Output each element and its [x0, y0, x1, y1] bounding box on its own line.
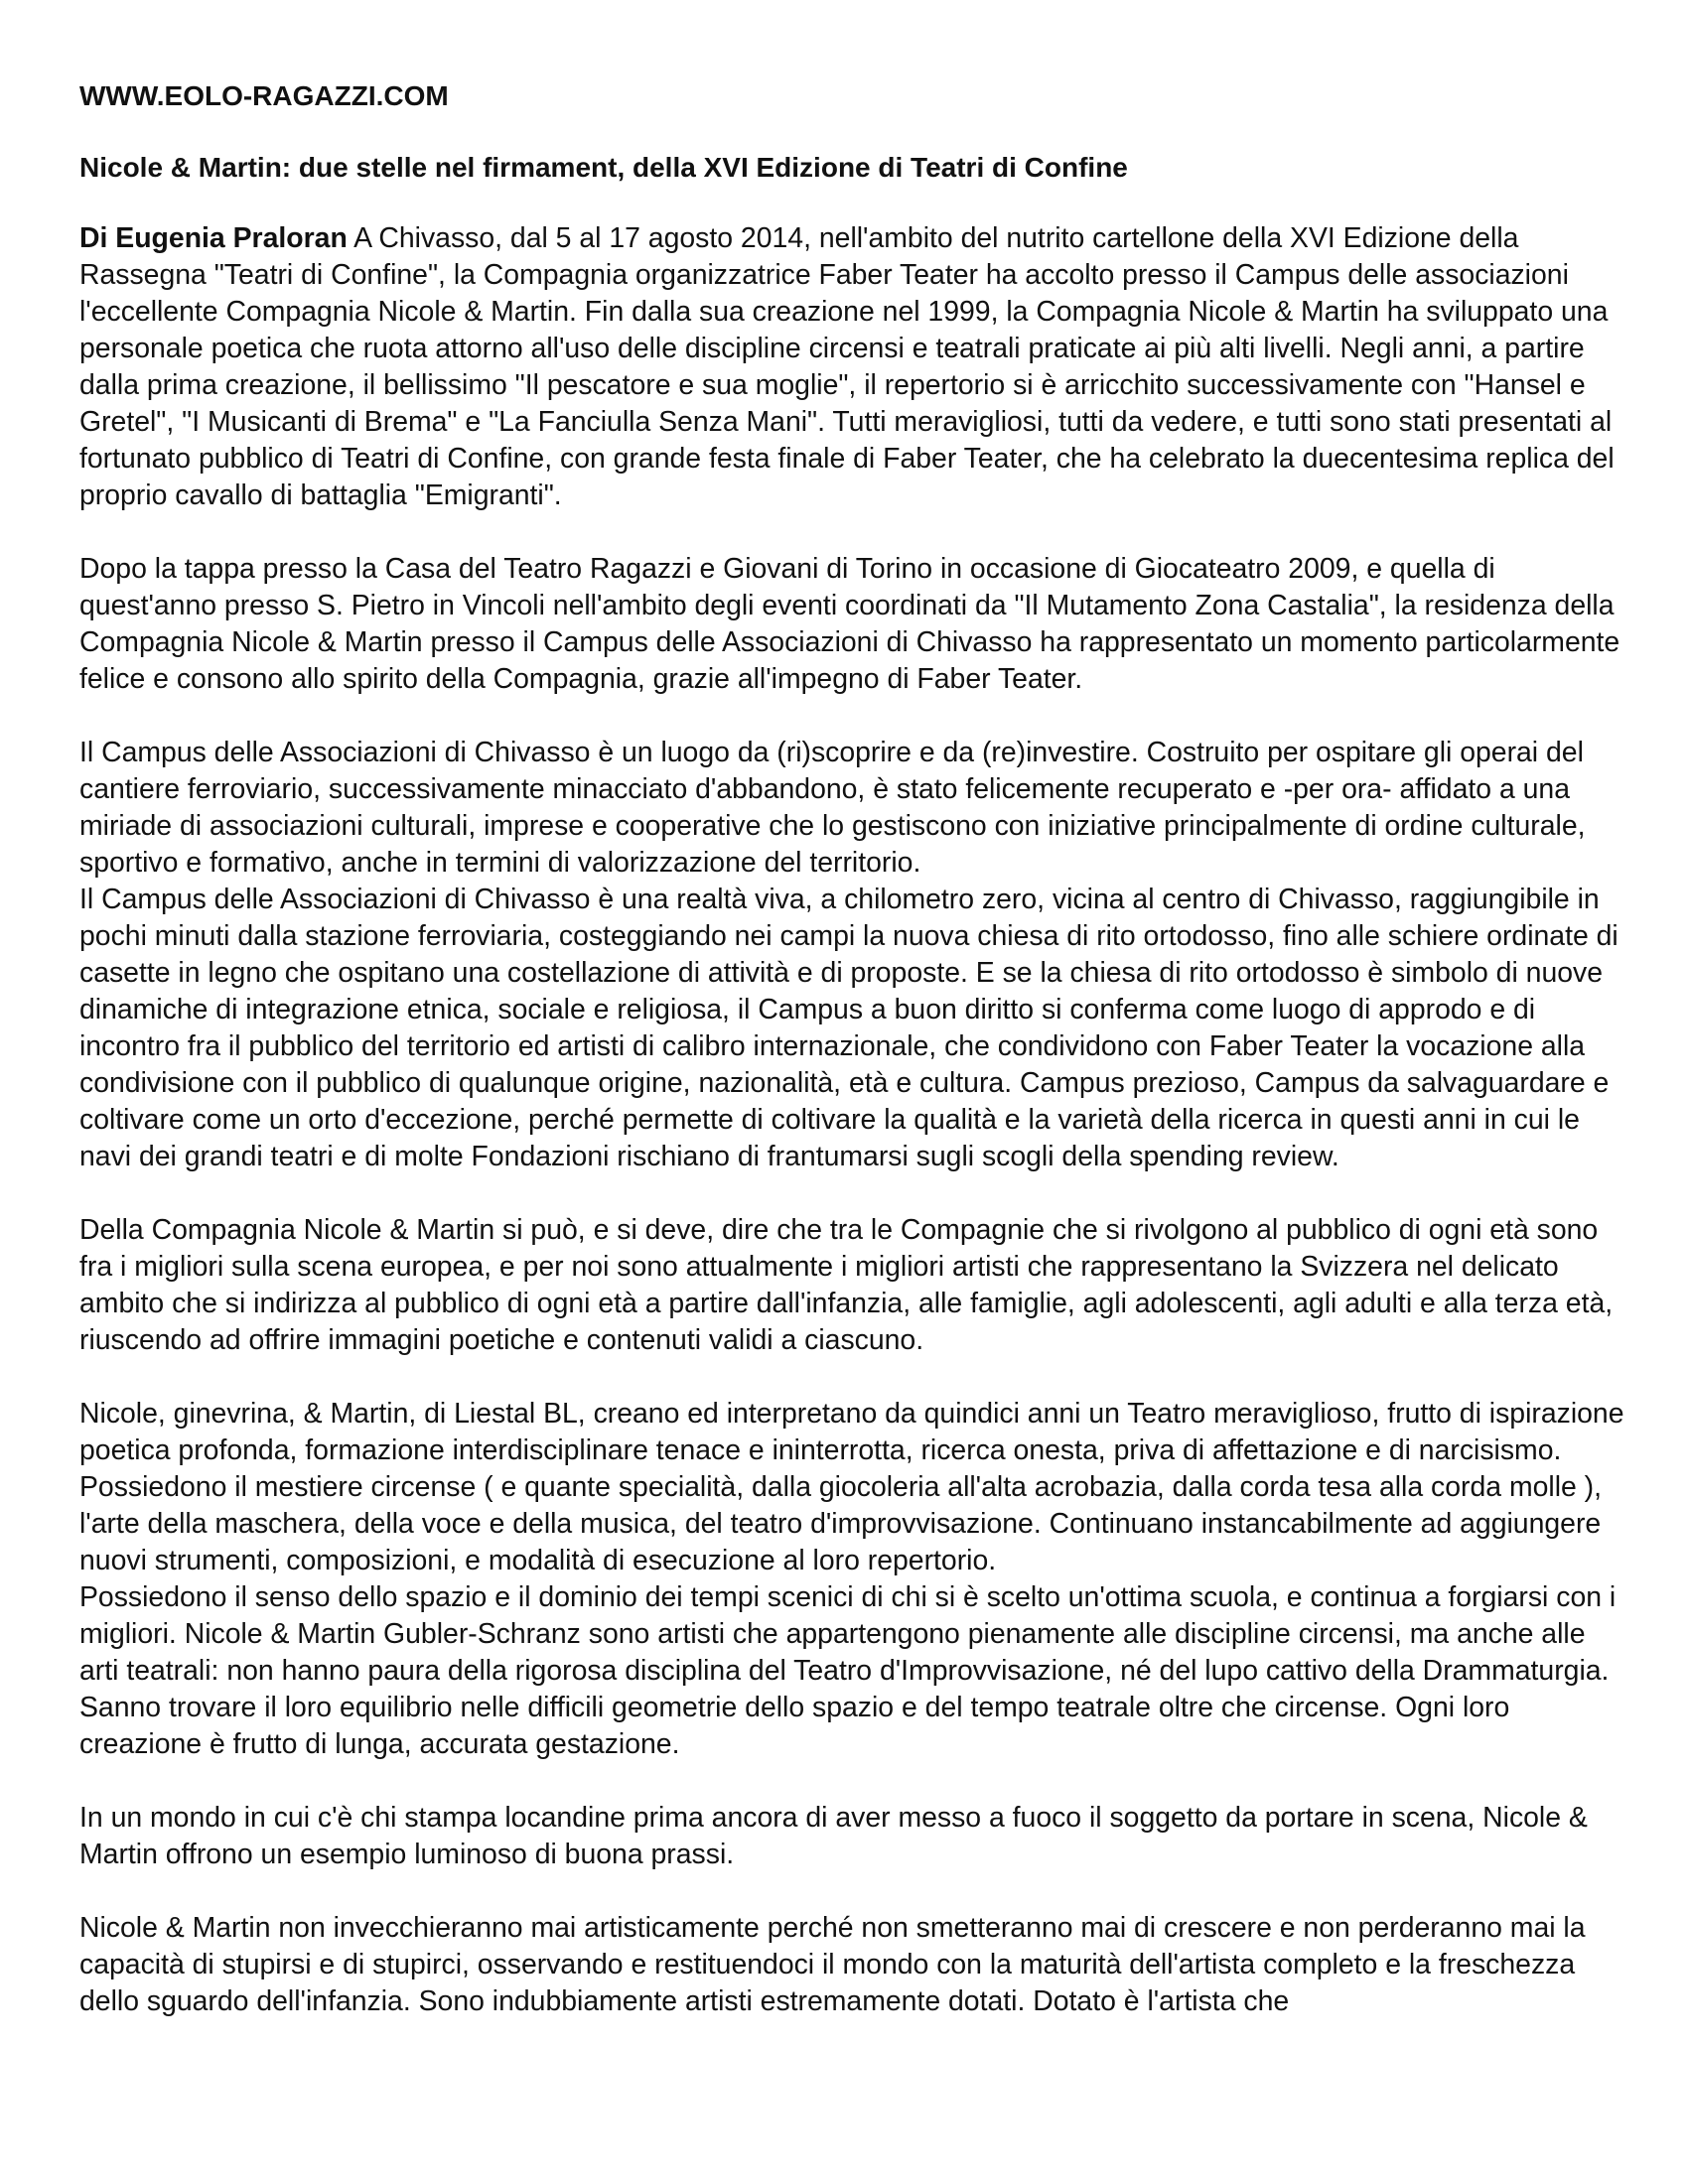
paragraph: Nicole & Martin non invecchieranno mai artisticamente perché non smetteranno mai di crescere e non perderanno mai la capacità di stupirsi e di stupirci, osservando e restituendoci il mondo con la maturità dell'artista completo e la freschezza dello sguardo dell'infanzia. Sono indubbiamente artisti estremamente dotati. Dotato è l'artista che — [79, 1912, 1586, 2017]
paragraph-intro — [79, 220, 1628, 514]
paragraph-intro-text: A Chivasso, dal 5 al 17 agosto 2014, nell'ambito del nutrito cartellone della XVI Edizione della Rassegna "Teatri di Confine", la Compagnia organizzatrice Faber Teater ha accolto presso il Campus delle associazioni l'eccellente Compagnia Nicole & Martin. Fin dalla sua creazione nel 1999, la Compagnia Nicole & Martin ha sviluppato una personale poetica che ruota attorno all'uso delle discipline circensi e teatrali praticate ai più alti livelli. Negli anni, a partire dalla prima creazione, il bellissimo "Il pescatore e sua moglie", il repertorio si è arricchito successivamente con "Hansel e Gretel", "I Musicanti di Brema" e "La Fanciulla Senza Mani". Tutti meravigliosi, tutti da vedere, e tutti sono stati presentati al fortunato pubblico di Teatri di Confine, con grande festa finale di Faber Teater, che ha celebrato la duecentesima replica del proprio cavallo di battaglia "Emigranti". — [79, 222, 1615, 511]
paragraph: Dopo la tappa presso la Casa del Teatro Ragazzi e Giovani di Torino in occasione di Giocateatro 2009, e quella di quest'anno presso S. Pietro in Vincoli nell'ambito degli eventi coordinati da "Il Mutamento Zona Castalia", la residenza della Compagnia Nicole & Martin presso il Campus delle Associazioni di Chivasso ha rappresentato un momento particolarmente felice e consono allo spirito della Compagnia, grazie all'impegno di Faber Teater. — [79, 553, 1620, 695]
paragraph: Della Compagnia Nicole & Martin si può, e si deve, dire che tra le Compagnie che si rivolgono al pubblico di ogni età sono fra i migliori sulla scena europea, e per noi sono attualmente i migliori artisti che rappresentano la Svizzera nel delicato ambito che si indirizza al pubblico di ogni età a partire dall'infanzia, alle famiglie, agli adolescenti, agli adulti e alla terza età, riuscendo ad offrire immagini poetiche e contenuti validi a ciascuno. — [79, 1214, 1614, 1356]
paragraph: Il Campus delle Associazioni di Chivasso è una realtà viva, a chilometro zero, vicina al centro di Chivasso, raggiungibile in pochi minuti dalla stazione ferroviaria, costeggiando nei campi la nuova chiesa di rito ortodosso, fino alle schiere ordinate di casette in legno che ospitano una costellazione di attività e di proposte. E se la chiesa di rito ortodosso è simbolo di nuove dinamiche di integrazione etnica, sociale e religiosa, il Campus a buon diritto si conferma come luogo di approdo e di incontro fra il pubblico del territorio ed artisti di calibro internazionale, che condividono con Faber Teater la vocazione alla condivisione con il pubblico di qualunque origine, nazionalità, età e cultura. Campus prezioso, Campus da salvaguardare e coltivare come un orto d'eccezione, perché permette di coltivare la qualità e la varietà della ricerca in questi anni in cui le navi dei grandi teatri e di molte Fondazioni rischiano di frantumarsi sugli scogli della spending review. — [79, 884, 1618, 1172]
site-url-header: WWW.EOLO-RAGAZZI.COM — [79, 80, 449, 111]
paragraph: Possiedono il senso dello spazio e il dominio dei tempi scenici di chi si è scelto un'ottima scuola, e continua a forgiarsi con i migliori. Nicole & Martin Gubler-Schranz sono artisti che appartengono pienamente alle discipline circensi, ma anche alle arti teatrali: non hanno paura della rigorosa disciplina del Teatro d'Improvvisazione, né del lupo cattivo della Drammaturgia. Sanno trovare il loro equilibrio nelle difficili geometrie dello spazio e del tempo teatrale oltre che circense. Ogni loro creazione è frutto di lunga, accurata gestazione. — [79, 1581, 1617, 1760]
paragraph: Nicole, ginevrina, & Martin, di Liestal BL, creano ed interpretano da quindici anni un Teatro meraviglioso, frutto di ispirazione poetica profonda, formazione interdisciplinare tenace e ininterrotta, ricerca onesta, priva di affettazione e di narcisismo. Possiedono il mestiere circense ( e quante specialità, dalla giocoleria all'alta acrobazia, dalla corda tesa alla corda molle ), l'arte della maschera, della voce e della musica, del teatro d'improvvisazione. Continuano instancabilmente ad aggiungere nuovi strumenti, composizioni, e modalità di esecuzione al loro repertorio. — [79, 1398, 1624, 1576]
document-page — [79, 77, 1628, 2057]
article-title: Nicole & Martin: due stelle nel firmament, della XVI Edizione di Teatri di Confine — [79, 152, 1128, 183]
author-byline: Di Eugenia Praloran — [79, 222, 348, 254]
paragraph: In un mondo in cui c'è chi stampa locandine prima ancora di aver messo a fuoco il soggetto da portare in scena, Nicole & Martin offrono un esempio luminoso di buona prassi. — [79, 1802, 1588, 1870]
paragraph: Il Campus delle Associazioni di Chivasso è un luogo da (ri)scoprire e da (re)investire. Costruito per ospitare gli operai del cantiere ferroviario, successivamente minacciato d'abbandono, è stato felicemente recuperato e -per ora- affidato a una miriade di associazioni culturali, imprese e cooperative che lo gestiscono con iniziative principalmente di ordine culturale, sportivo e formativo, anche in termini di valorizzazione del territorio. — [79, 737, 1586, 879]
